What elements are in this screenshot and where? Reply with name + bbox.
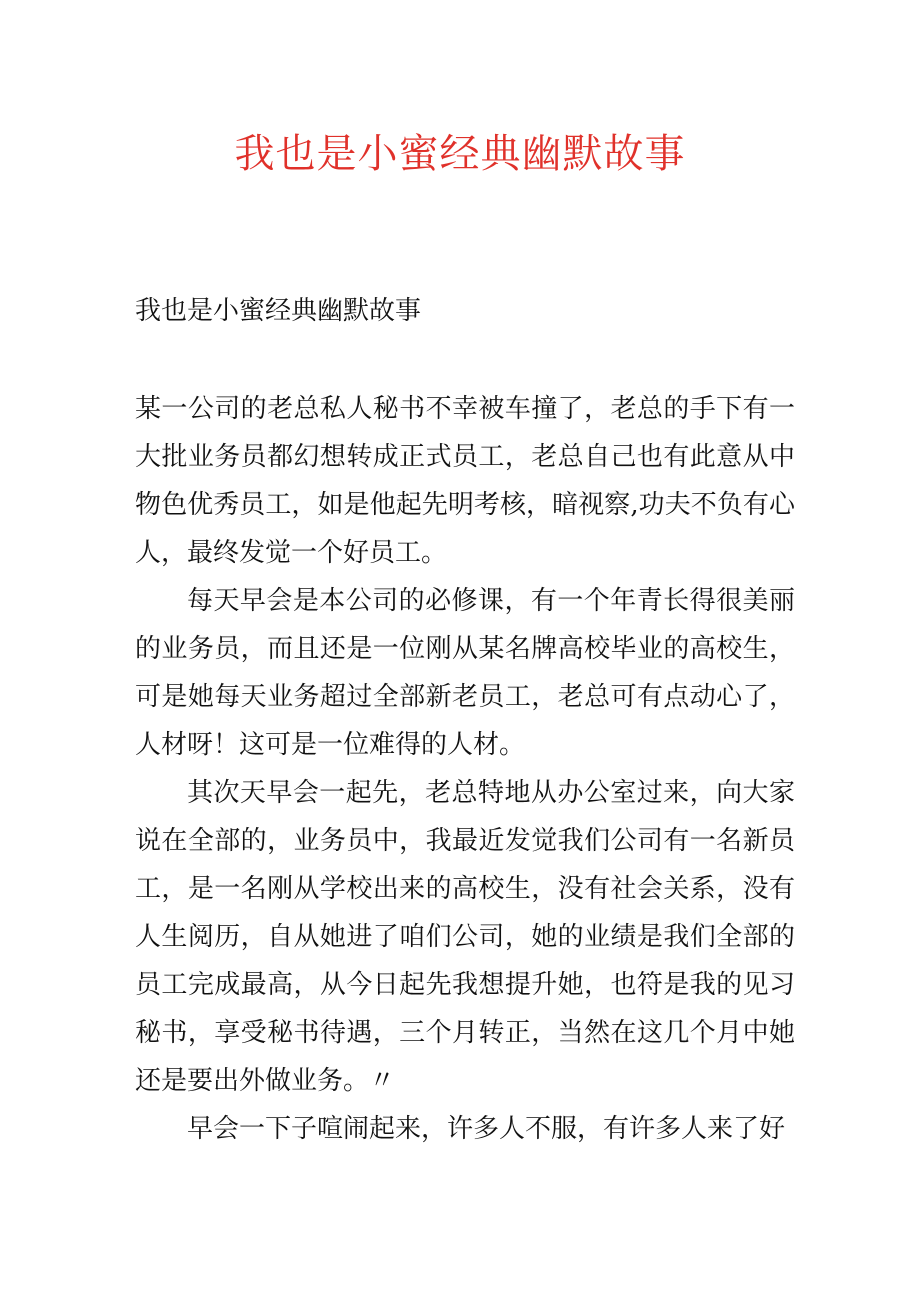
paragraph: 其次天早会一起先，老总特地从办公室过来，向大家说在全部的，业务员中，我最近发觉我们公司有一名新员工，是一名刚从学校出来的高校生，没有社会关系，没有人生阅历，自从她进了咱们公司，她的业绩是我们全部的员工完成最高，从今日起先我想提升她，也符是我的见习秘书，享受秘书待遇，三个月转正，当然在这几个月中她还是要出外做业务。〃 [135, 778, 795, 1096]
document-title: 我也是小蜜经典幽默故事 [234, 131, 686, 177]
document-subtitle: 我也是小蜜经典幽默故事 [135, 296, 422, 326]
paragraph: 早会一下子喧闹起来，许多人不服，有许多人来了好 [187, 1114, 786, 1144]
paragraph: 某一公司的老总私人秘书不幸被车撞了，老总的手下有一大批业务员都幻想转成正式员工，老总自己也有此意从中物色优秀员工，如是他起先明考核，暗视察,功夫不负有心人，最终发觉一个好员工。 [135, 394, 795, 568]
document-body [135, 385, 795, 1153]
paragraph: 每天早会是本公司的必修课，有一个年青长得很美丽的业务员，而且还是一位刚从某名牌高校毕业的高校生，可是她每天业务超过全部新老员工，老总可有点动心了，人材呀！这可是一位难得的人材。 [135, 586, 795, 760]
